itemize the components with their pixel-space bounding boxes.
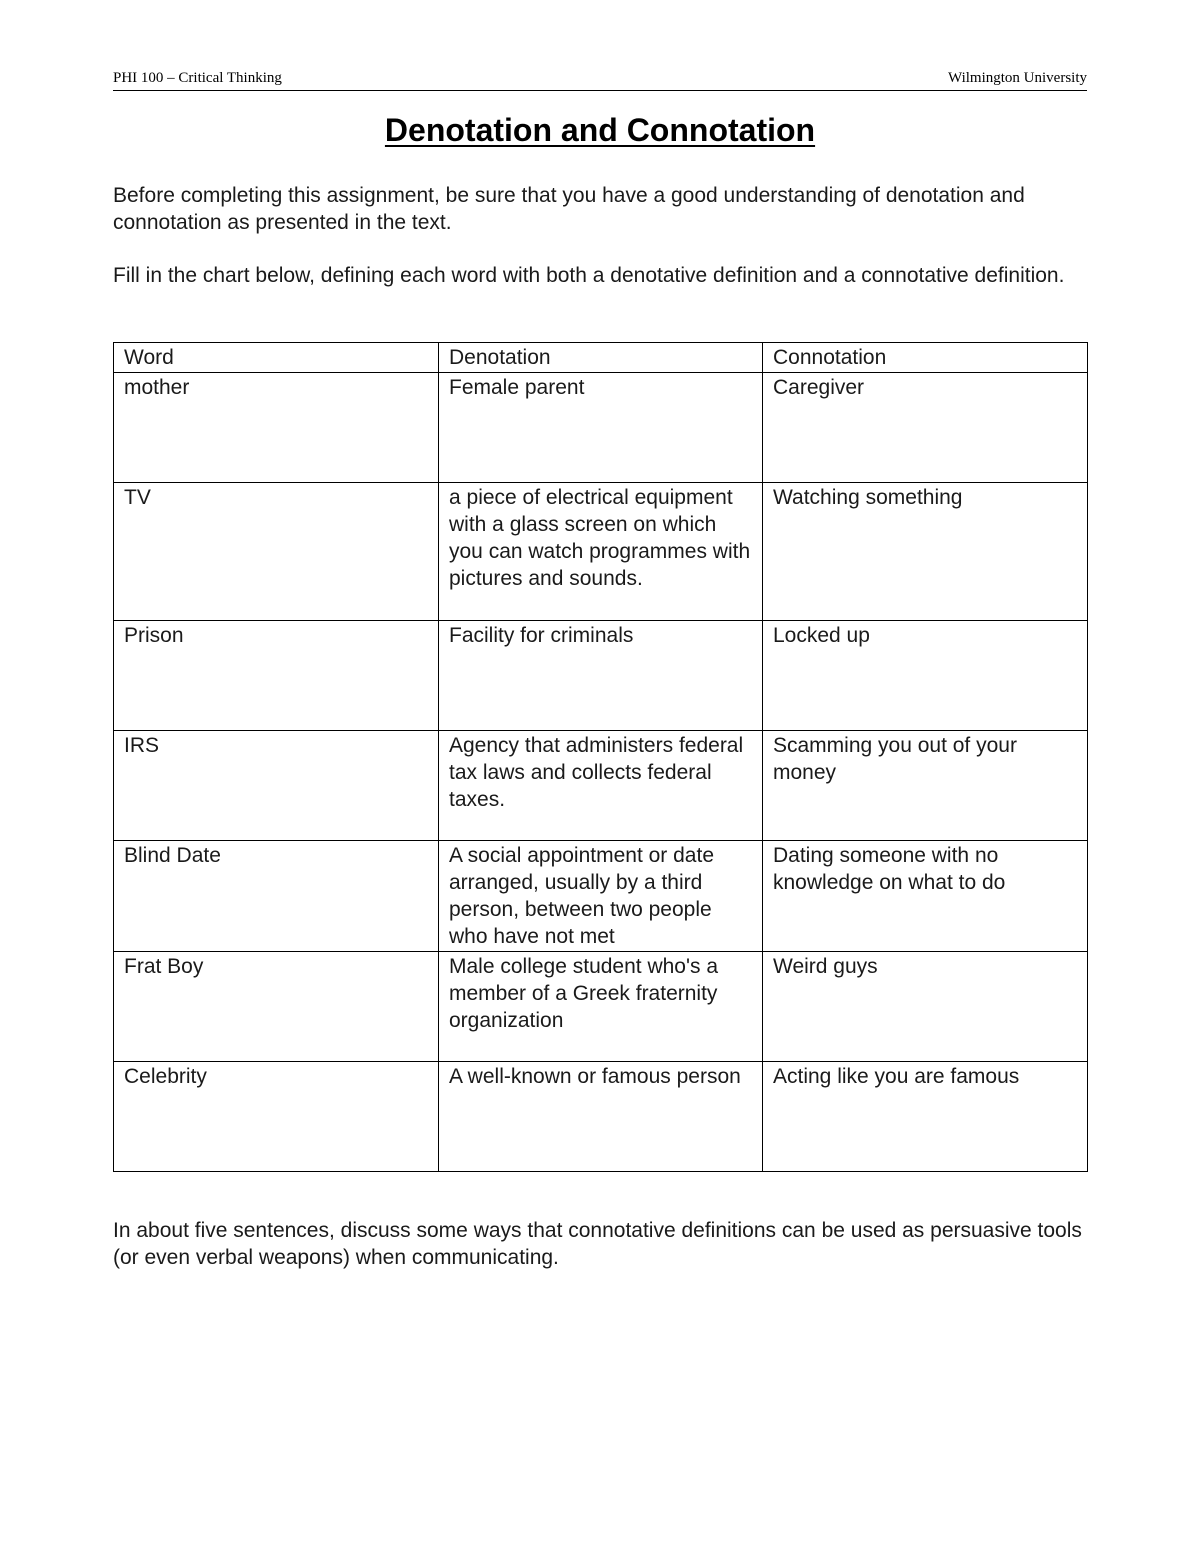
column-header-word: Word (114, 343, 439, 373)
word-cell: TV (114, 483, 439, 621)
table-row (114, 731, 1088, 841)
discussion-prompt: In about five sentences, discuss some ways that connotative definitions can be used as persuasive tools (or even verbal weapons) when communicating. (113, 1219, 1082, 1269)
table-row (114, 1062, 1088, 1172)
word-cell: Prison (114, 621, 439, 731)
connotation-cell: Scamming you out of your money (763, 731, 1088, 841)
intro-paragraph: Before completing this assignment, be sure that you have a good understanding of denotation and connotation as presented in the text. (113, 184, 1025, 234)
word-cell: mother (114, 373, 439, 483)
table-row (114, 483, 1088, 621)
denotation-cell: Agency that administers federal tax laws and collects federal taxes. (439, 731, 763, 841)
word-cell: Frat Boy (114, 952, 439, 1062)
denotation-cell: Facility for criminals (439, 621, 763, 731)
table-row (114, 841, 1088, 952)
institution-name: Wilmington University (948, 70, 1087, 86)
connotation-cell: Caregiver (763, 373, 1088, 483)
word-cell: Blind Date (114, 841, 439, 952)
word-cell: IRS (114, 731, 439, 841)
denotation-cell: Female parent (439, 373, 763, 483)
table-row (114, 621, 1088, 731)
running-header (113, 68, 1087, 91)
course-name: PHI 100 – Critical Thinking (113, 70, 282, 86)
table-row (114, 373, 1088, 483)
table-header-row (114, 343, 1088, 373)
column-header-denotation: Denotation (439, 343, 763, 373)
connotation-cell: Locked up (763, 621, 1088, 731)
table-row (114, 952, 1088, 1062)
definitions-table (113, 342, 1088, 1172)
connotation-cell: Weird guys (763, 952, 1088, 1062)
connotation-cell: Acting like you are famous (763, 1062, 1088, 1172)
connotation-cell: Dating someone with no knowledge on what to do (763, 841, 1088, 952)
denotation-cell: a piece of electrical equipment with a glass screen on which you can watch programmes with pictures and sounds. (439, 483, 763, 621)
denotation-cell: Male college student who's a member of a Greek fraternity organization (439, 952, 763, 1062)
page-title: Denotation and Connotation (384, 112, 816, 148)
denotation-cell: A social appointment or date arranged, usually by a third person, between two people who have not met (439, 841, 763, 952)
word-cell: Celebrity (114, 1062, 439, 1172)
connotation-cell: Watching something (763, 483, 1088, 621)
column-header-connotation: Connotation (763, 343, 1088, 373)
denotation-cell: A well-known or famous person (439, 1062, 763, 1172)
instructions-paragraph: Fill in the chart below, defining each word with both a denotative definition and a connotative definition. (113, 264, 1065, 287)
